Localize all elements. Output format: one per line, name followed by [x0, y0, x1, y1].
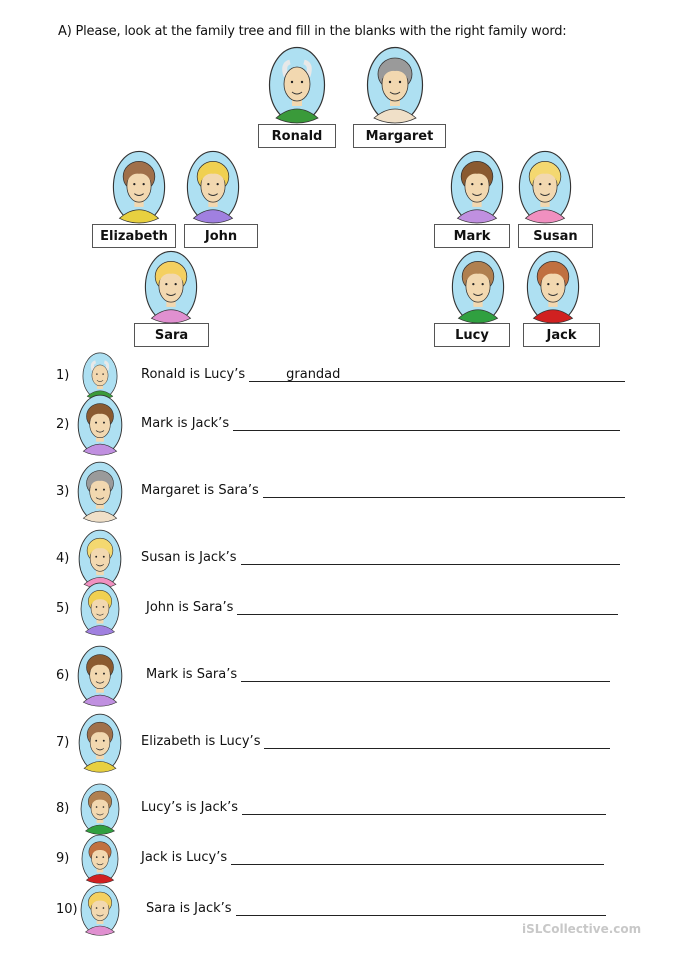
avatar-sara: [80, 884, 120, 936]
question-number: 2): [56, 417, 70, 432]
question-text: Margaret is Sara’s: [141, 483, 259, 498]
name-box-susan: Susan: [518, 224, 593, 248]
instruction-text: A) Please, look at the family tree and fill in the blanks with the right family word:: [58, 24, 567, 39]
avatar-mark: [77, 645, 123, 707]
answer-blank[interactable]: [231, 850, 604, 865]
answer-blank[interactable]: [264, 734, 610, 749]
avatar-margaret: [366, 46, 424, 124]
avatar-sara: [144, 250, 198, 324]
question-number: 5): [56, 601, 70, 616]
question-row: [146, 600, 618, 615]
question-row: [141, 734, 610, 749]
avatar-ronald: [268, 46, 326, 124]
question-text: Susan is Jack’s: [141, 550, 237, 565]
name-box-jack: Jack: [523, 323, 600, 347]
question-number: 7): [56, 735, 70, 750]
avatar-margaret: [77, 461, 123, 523]
question-text: Ronald is Lucy’s: [141, 367, 246, 382]
avatar-john: [80, 582, 120, 636]
question-text: Mark is Jack’s: [141, 416, 230, 431]
answer-blank[interactable]: [241, 550, 620, 565]
question-row: [146, 667, 610, 682]
question-row: [141, 367, 625, 382]
question-row: [141, 483, 625, 498]
answer-text: grandad: [286, 367, 341, 382]
avatar-ronald: [82, 352, 118, 400]
name-box-sara: Sara: [134, 323, 209, 347]
avatar-mark: [77, 394, 123, 456]
avatar-susan: [78, 529, 122, 589]
avatar-jack: [526, 250, 580, 324]
watermark: iSLCollective.com: [522, 922, 642, 936]
name-box-elizabeth: Elizabeth: [92, 224, 176, 248]
question-number: 1): [56, 368, 70, 383]
avatar-lucy: [80, 783, 120, 835]
avatar-lucy: [451, 250, 505, 324]
question-number: 8): [56, 801, 70, 816]
answer-blank[interactable]: [241, 667, 610, 682]
question-text: Elizabeth is Lucy’s: [141, 734, 261, 749]
avatar-elizabeth: [78, 713, 122, 773]
question-number: 6): [56, 668, 70, 683]
avatar-john: [186, 150, 240, 224]
avatar-elizabeth: [112, 150, 166, 224]
question-text: Lucy’s is Jack’s: [141, 800, 239, 815]
answer-blank[interactable]: [236, 901, 606, 916]
avatar-susan: [518, 150, 572, 224]
name-box-mark: Mark: [434, 224, 510, 248]
question-text: John is Sara’s: [146, 600, 234, 615]
question-number: 9): [56, 851, 70, 866]
question-number: 3): [56, 484, 70, 499]
question-text: Sara is Jack’s: [146, 901, 232, 916]
question-row: [141, 550, 620, 565]
question-text: Mark is Sara’s: [146, 667, 238, 682]
question-number: 10): [56, 902, 78, 917]
question-text: Jack is Lucy’s: [141, 850, 228, 865]
avatar-mark: [450, 150, 504, 224]
answer-blank[interactable]: [249, 367, 625, 382]
name-box-john: John: [184, 224, 258, 248]
avatar-jack: [81, 834, 119, 884]
answer-blank[interactable]: [237, 600, 618, 615]
question-row: [141, 850, 604, 865]
answer-blank[interactable]: [233, 416, 620, 431]
answer-blank[interactable]: [263, 483, 625, 498]
question-number: 4): [56, 551, 70, 566]
name-box-margaret: Margaret: [353, 124, 446, 148]
question-row: [146, 901, 606, 916]
name-box-ronald: Ronald: [258, 124, 336, 148]
question-row: [141, 416, 620, 431]
name-box-lucy: Lucy: [434, 323, 510, 347]
answer-blank[interactable]: [242, 800, 606, 815]
question-row: [141, 800, 606, 815]
